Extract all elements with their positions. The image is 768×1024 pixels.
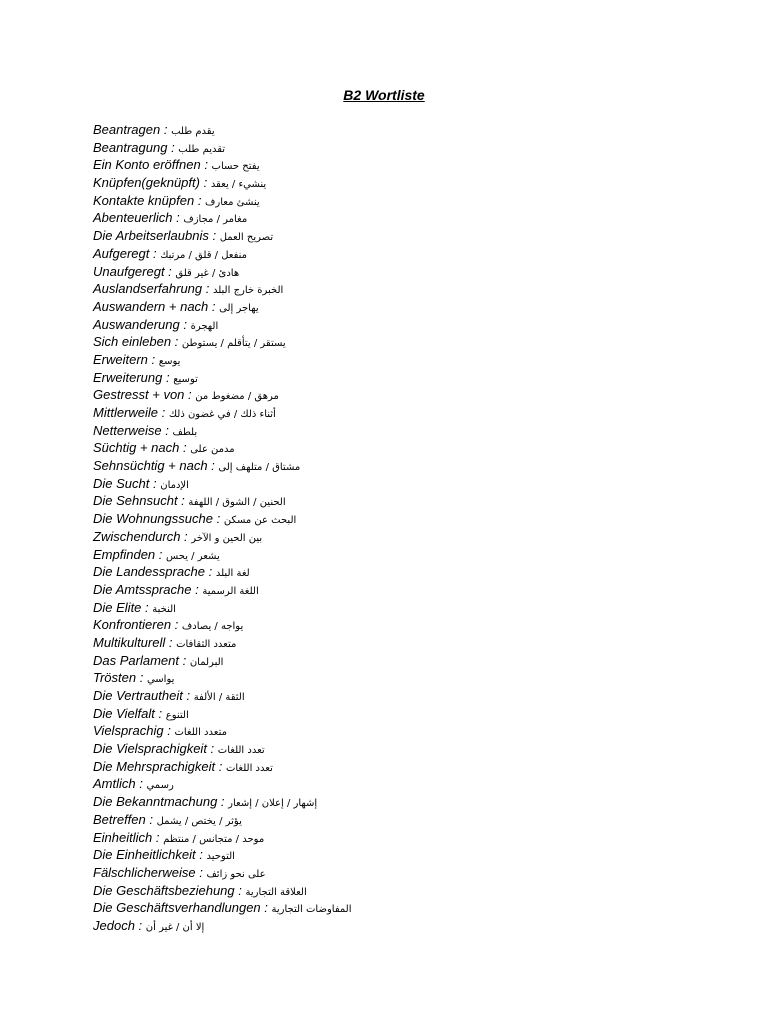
arabic-translation: يستقر / يتأقلم / يستوطن — [181, 338, 286, 350]
german-term: Die Sehnsucht — [93, 493, 178, 509]
german-term: Jedoch — [93, 917, 135, 933]
german-term: Knüpfen(geknüpft) — [93, 175, 200, 191]
arabic-translation: تعدد اللغات — [217, 745, 265, 757]
vocabulary-entry — [93, 386, 352, 404]
vocabulary-entry — [93, 546, 352, 564]
arabic-translation: يواسي — [146, 674, 175, 686]
term-separator: : — [149, 245, 161, 261]
german-term: Beantragen — [93, 122, 161, 137]
arabic-translation: ينشيء / يعقد — [210, 179, 267, 191]
arabic-translation: منفعل / قلق / مرتبك — [160, 249, 248, 261]
arabic-translation: تصريح العمل — [219, 232, 274, 244]
german-term: Konfrontieren — [93, 617, 172, 633]
vocabulary-entry — [93, 139, 352, 157]
arabic-translation: الإدمان — [160, 479, 189, 491]
vocabulary-entry — [93, 192, 352, 210]
arabic-translation: يؤثر / يختص / يشمل — [156, 815, 242, 827]
term-separator: : — [134, 917, 146, 933]
german-term: Multikulturell — [93, 634, 166, 650]
vocabulary-entry — [93, 404, 352, 422]
german-term: Die Sucht — [93, 475, 150, 491]
arabic-translation: يقدم طلب — [171, 126, 215, 137]
german-term: Sehnsüchtig + nach — [93, 458, 208, 474]
arabic-translation: إشهار / إعلان / إشعار — [228, 798, 318, 810]
term-separator: : — [207, 458, 219, 474]
german-term: Süchtig + nach — [93, 440, 180, 456]
vocabulary-entry — [93, 652, 352, 670]
arabic-translation: التنوع — [165, 709, 189, 721]
arabic-translation: توسيع — [173, 373, 198, 385]
vocabulary-entry — [93, 599, 352, 617]
term-separator: : — [217, 794, 229, 810]
arabic-translation: مرهق / مضغوط من — [195, 391, 279, 403]
german-term: Beantragung — [93, 139, 168, 155]
arabic-translation: اللغة الرسمية — [202, 585, 259, 597]
vocabulary-list — [93, 121, 352, 935]
term-separator: : — [202, 281, 213, 297]
german-term: Einheitlich — [93, 829, 153, 845]
vocabulary-entry — [93, 616, 352, 634]
german-term: Fälschlicherweise — [93, 864, 196, 880]
german-term: Die Mehrsprachigkeit — [93, 758, 216, 774]
arabic-translation: يواجه / يصادف — [181, 621, 244, 633]
term-separator: : — [195, 864, 207, 880]
term-separator: : — [149, 475, 161, 491]
vocabulary-entry — [93, 634, 352, 652]
arabic-translation: مدمن على — [190, 444, 235, 456]
german-term: Die Amtssprache — [93, 581, 192, 597]
german-term: Die Vertrautheit — [93, 688, 183, 703]
vocabulary-entry — [93, 917, 352, 935]
vocabulary-entry — [93, 705, 352, 723]
german-term: Netterweise — [93, 422, 162, 438]
term-separator: : — [191, 581, 203, 597]
term-separator: : — [179, 440, 191, 456]
term-separator: : — [160, 122, 172, 137]
term-separator: : — [154, 705, 166, 721]
vocabulary-entry — [93, 263, 352, 281]
vocabulary-entry — [93, 687, 352, 705]
term-separator: : — [145, 811, 157, 827]
arabic-translation: مشتاق / متلهف إلى — [218, 462, 301, 474]
german-term: Die Bekanntmachung — [93, 794, 218, 810]
german-term: Auswanderung — [93, 316, 180, 332]
german-term: Die Vielfalt — [93, 705, 155, 721]
vocabulary-entry — [93, 316, 352, 334]
vocabulary-entry — [93, 669, 352, 687]
term-separator: : — [206, 741, 218, 757]
vocabulary-entry — [93, 775, 352, 793]
german-term: Zwischendurch — [93, 528, 181, 544]
arabic-translation: يوسع — [158, 355, 181, 367]
vocabulary-entry — [93, 245, 352, 263]
arabic-translation: المفاوضات التجارية — [271, 904, 352, 916]
term-separator: : — [152, 829, 164, 845]
vocabulary-entry — [93, 422, 352, 440]
german-term: Ein Konto eröffnen — [93, 157, 201, 173]
arabic-translation: العلاقة التجارية — [245, 886, 307, 898]
arabic-translation: تعدد اللغات — [225, 762, 273, 774]
german-term: Die Arbeitserlaubnis — [93, 228, 209, 244]
vocabulary-entry — [93, 740, 352, 758]
vocabulary-entry — [93, 793, 352, 811]
german-term: Die Geschäftsverhandlungen — [93, 900, 261, 916]
term-separator: : — [260, 900, 272, 916]
vocabulary-entry — [93, 528, 352, 546]
term-separator: : — [155, 546, 166, 562]
vocabulary-entry — [93, 864, 352, 882]
term-separator: : — [172, 210, 184, 226]
german-term: Trösten — [93, 670, 137, 686]
term-separator: : — [195, 847, 207, 863]
arabic-translation: تقديم طلب — [178, 143, 226, 155]
term-separator: : — [171, 617, 182, 633]
arabic-translation: متعدد اللغات — [174, 727, 227, 739]
arabic-translation: الحنين / الشوق / اللهفة — [188, 497, 286, 509]
german-term: Die Landessprache — [93, 564, 206, 580]
arabic-translation: الخبرة خارج البلد — [212, 285, 284, 297]
german-term: Amtlich — [93, 776, 136, 792]
vocabulary-entry — [93, 156, 352, 174]
term-separator: : — [135, 776, 147, 792]
term-separator: : — [171, 334, 182, 350]
arabic-translation: رسمي — [146, 780, 174, 792]
term-separator: : — [167, 139, 179, 155]
document-title: B2 Wortliste — [343, 87, 425, 103]
term-separator: : — [208, 228, 220, 244]
german-term: Auswandern + nach — [93, 298, 209, 314]
german-term: Das Parlament — [93, 652, 179, 668]
term-separator: : — [180, 528, 192, 544]
arabic-translation: أثناء ذلك / في غضون ذلك — [168, 409, 276, 420]
german-term: Sich einleben — [93, 334, 172, 350]
vocabulary-entry — [93, 510, 352, 528]
arabic-translation: مغامر / مجازف — [183, 214, 248, 226]
arabic-translation: الثقة / الألفة — [193, 692, 245, 703]
term-separator: : — [147, 351, 159, 367]
german-term: Die Einheitlichkeit — [93, 847, 196, 863]
term-separator: : — [199, 175, 211, 191]
arabic-translation: لغة البلد — [215, 568, 250, 580]
arabic-translation: إلا أن / غير أن — [145, 921, 205, 933]
term-separator: : — [165, 634, 177, 650]
arabic-translation: يشعر / يحس — [166, 550, 220, 562]
arabic-translation: متعدد الثقافات — [176, 638, 237, 650]
vocabulary-entry — [93, 492, 352, 510]
term-separator: : — [136, 670, 147, 686]
vocabulary-entry — [93, 563, 352, 581]
arabic-translation: موحد / متجانس / منتظم — [163, 833, 265, 845]
arabic-translation: الهجرة — [190, 320, 219, 332]
arabic-translation: ينشئ معارف — [205, 196, 260, 208]
vocabulary-entry — [93, 298, 352, 316]
term-separator: : — [205, 564, 216, 580]
term-separator: : — [158, 405, 169, 420]
vocabulary-entry — [93, 846, 352, 864]
vocabulary-entry — [93, 351, 352, 369]
arabic-translation: التوحيد — [206, 851, 235, 863]
arabic-translation: يفتح حساب — [211, 161, 260, 173]
term-separator: : — [162, 369, 174, 385]
vocabulary-entry — [93, 209, 352, 227]
vocabulary-entry — [93, 722, 352, 740]
term-separator: : — [164, 263, 176, 279]
vocabulary-entry — [93, 121, 352, 139]
german-term: Die Vielsprachigkeit — [93, 741, 207, 757]
german-term: Aufgeregt — [93, 245, 150, 261]
term-separator: : — [215, 758, 226, 774]
german-term: Kontakte knüpfen — [93, 192, 195, 208]
german-term: Abenteuerlich — [93, 210, 173, 226]
german-term: Mittlerweile — [93, 405, 159, 420]
vocabulary-entry — [93, 475, 352, 493]
vocabulary-entry — [93, 811, 352, 829]
german-term: Die Geschäftsbeziehung — [93, 882, 235, 898]
term-separator: : — [200, 157, 212, 173]
vocabulary-entry — [93, 758, 352, 776]
term-separator: : — [182, 688, 194, 703]
arabic-translation: بلطف — [172, 426, 198, 438]
vocabulary-entry — [93, 581, 352, 599]
term-separator: : — [163, 723, 175, 739]
german-term: Erweiterung — [93, 369, 163, 385]
arabic-translation: بين الحين و الآخر — [191, 532, 263, 544]
vocabulary-entry — [93, 174, 352, 192]
arabic-translation: النخبة — [152, 603, 176, 615]
term-separator: : — [212, 511, 224, 527]
german-term: Auslandserfahrung — [93, 281, 203, 297]
vocabulary-entry — [93, 439, 352, 457]
german-term: Die Wohnungssuche — [93, 511, 213, 527]
german-term: Betreffen — [93, 811, 146, 827]
term-separator: : — [161, 422, 173, 438]
term-separator: : — [234, 882, 246, 898]
term-separator: : — [208, 298, 220, 314]
arabic-translation: هادئ / غير قلق — [175, 267, 240, 279]
german-term: Gestresst + von — [93, 387, 185, 403]
vocabulary-entry — [93, 457, 352, 475]
arabic-translation: يهاجر إلى — [219, 302, 259, 314]
german-term: Vielsprachig — [93, 723, 164, 739]
arabic-translation: على نحو زائف — [206, 868, 266, 880]
german-term: Empfinden — [93, 546, 156, 562]
vocabulary-entry — [93, 227, 352, 245]
vocabulary-entry — [93, 369, 352, 387]
vocabulary-entry — [93, 899, 352, 917]
term-separator: : — [179, 316, 191, 332]
term-separator: : — [194, 192, 206, 208]
german-term: Unaufgeregt — [93, 263, 165, 279]
arabic-translation: البرلمان — [189, 656, 224, 668]
term-separator: : — [178, 652, 190, 668]
term-separator: : — [177, 493, 189, 509]
vocabulary-entry — [93, 829, 352, 847]
term-separator: : — [184, 387, 196, 403]
arabic-translation: البحث عن مسكن — [223, 515, 297, 527]
term-separator: : — [141, 599, 153, 615]
vocabulary-entry — [93, 882, 352, 900]
vocabulary-entry — [93, 280, 352, 298]
german-term: Erweitern — [93, 351, 148, 367]
vocabulary-entry — [93, 333, 352, 351]
german-term: Die Elite — [93, 599, 142, 615]
